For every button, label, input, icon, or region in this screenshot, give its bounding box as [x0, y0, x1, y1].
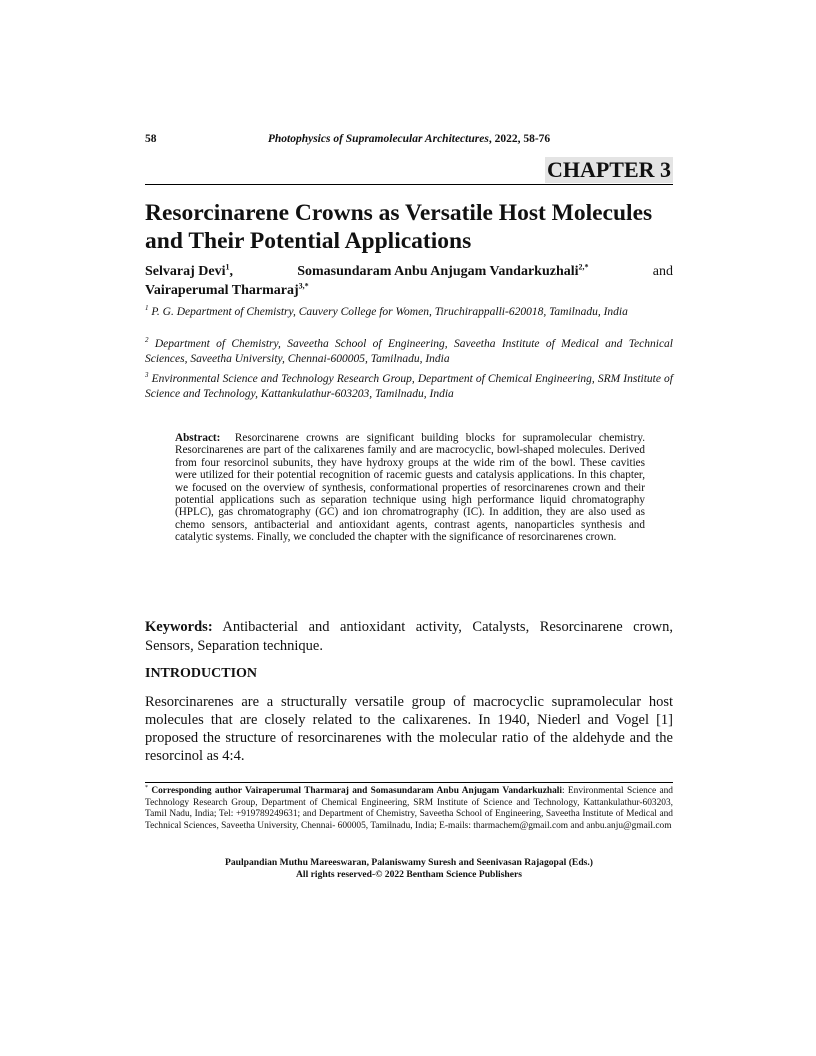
journal-citation: [145, 133, 673, 145]
editors-line: Paulpandian Muthu Mareeswaran, Palaniswamy Suresh and Seenivasan Rajagopal (Eds.): [224, 857, 593, 868]
running-header: [145, 133, 673, 149]
footnote-divider: [145, 782, 673, 783]
section-heading-introduction: INTRODUCTION: [145, 666, 258, 681]
abstract: [175, 432, 645, 544]
publisher-info: [145, 857, 673, 881]
page-number: 58: [145, 133, 157, 145]
author-2: Somasundaram Anbu Anjugam Vandarkuzhali$^{2,*}$: [297, 262, 589, 279]
affiliation-2: $^2$ Department of Chemistry, Saveetha School of Engineering, Saveetha Institute of Medical and Technical Sciences, Saveetha University, Chennai-600005, Tamilnadu, India: [145, 336, 673, 365]
keywords: [145, 618, 673, 656]
affiliation-3: $^3$ Environmental Science and Technology Research Group, Department of Chemical Engineering, SRM Institute of Science and Technology, Kattankulathur-603203, Tamilnadu, India: [145, 371, 674, 400]
chapter-label: CHAPTER 3: [546, 157, 671, 182]
article-title: Resorcinarene Crowns as Versatile Host Molecules and Their Potential Applications: [145, 200, 653, 254]
chapter-divider: [145, 184, 673, 185]
journal-volume: , 2022, 58-76: [488, 133, 551, 145]
affiliation-1: $^1$ P. G. Department of Chemistry, Cauvery College for Women, Tiruchirappalli-620018, Tamilnadu, India: [145, 304, 628, 318]
page: [145, 0, 673, 1056]
author-1: Selvaraj Devi$^1$,: [145, 262, 233, 279]
keywords-text: Antibacterial and antioxidant activity, Catalysts, Resorcinarene crown, Sensors, Separation technique.: [145, 619, 673, 654]
footnote-label: Corresponding author Vairaperumal Tharmaraj and Somasundaram Anbu Anjugam Vandarkuzhali: [151, 786, 562, 796]
chapter-row: [145, 157, 673, 184]
keywords-label: Keywords:: [145, 619, 213, 635]
journal-title: Photophysics of Supramolecular Architectures: [267, 133, 489, 145]
author-3: Vairaperumal Tharmaraj$^{3,*}$: [145, 281, 309, 298]
abstract-label: Abstract:: [175, 432, 221, 444]
author-list: [145, 262, 673, 300]
abstract-text: Resorcinarene crowns are significant building blocks for supramolecular chemistry. Resorcinarenes are part of the calixarenes family and are macrocyclic, bowl-shaped molecules. Derived from four resorcinol subunits, they have hydroxy groups at the wide rim of the bowl. These cavities were utilized for their potential recognition of racemic guests and catalysis applications. In this chapter, we focused on the overview of synthesis, conformational properties of resorcinarenes crown and their potential applications such as separation technique using high performance liquid chromatography (HPLC), gas chromatography (GC) and ion chromatrography (IC). In addition, they are also used as chemo sensors, antibacterial and antioxidant agents, contrast agents, nanoparticles synthesis and catalytic systems. Finally, we concluded the chapter with the significance of resorcinarenes crown.: [175, 432, 646, 544]
footnote-text: : Environmental Science and Technology Research Group, Department of Chemical Engineering, SRM Institute of Science and Technology, Kattankulathur-603203, Tamil Nadu, India; Tel: +919789249631; and Department of Chemistry, Saveetha School of Engineering, Saveetha Institute of Medical and Technical Sciences, Saveetha University, Chennai- 600005, Tamilnadu, India; E-mails: tharmachem@gmail.com and anbu.anju@gmail.com: [145, 786, 673, 831]
copyright-line: All rights reserved-© 2022 Bentham Science Publishers: [295, 869, 523, 880]
author-conjunction: and: [652, 264, 673, 279]
footnote: * Corresponding author Vairaperumal Tharmaraj and Somasundaram Anbu Anjugam Vandarkuzhali: Environmental Science and Technology Research Group, Department of Chemical Engineering, SRM Institute of Science and Technology, Kattankulathur-603203, Tamil Nadu, India; Tel: +919789249631; and Department of Chemistry, Saveetha School of Engineering, Saveetha Institute of Medical and Technical Sciences, Saveetha University, Chennai- 600005, Tamilnadu, India; E-mails: tharmachem@gmail.com and anbu.anju@gmail.com: [145, 784, 673, 831]
introduction-paragraph: Resorcinarenes are a structurally versatile group of macrocyclic supramolecular host molecules that are closely related to the calixarenes. In 1940, Niederl and Vogel [1] proposed the structure of resorcinarenes with the molecular ratio of the aldehyde and the resorcinol as 4:4.: [145, 694, 673, 764]
